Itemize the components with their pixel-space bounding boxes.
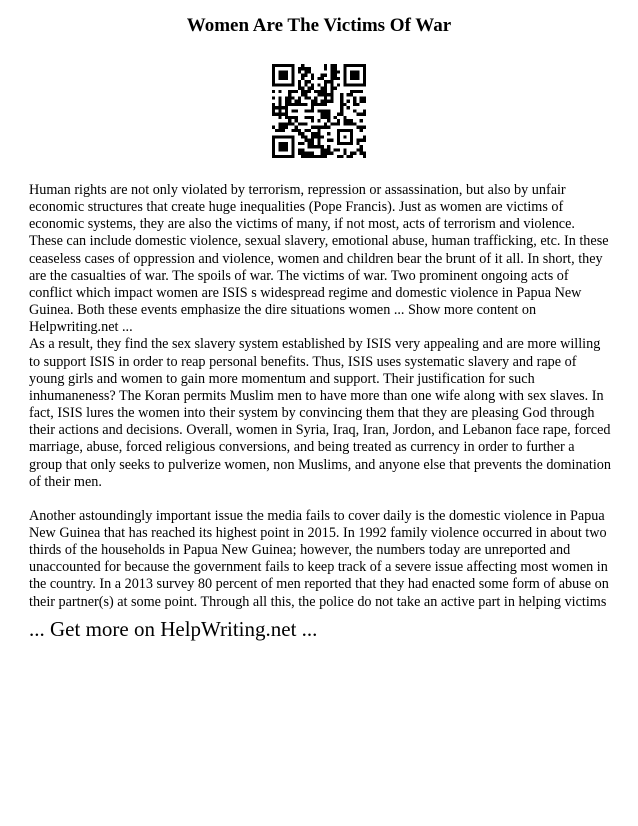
paragraph-1: Human rights are not only violated by terrorism, repression or assassination, but also by unfair economic structures that create huge inequalities (Pope Francis). Just as women are victims of economic systems, they are also the victims of many, if not most, acts of terrorism and violence. These can include domestic violence, sexual slavery, emotional abuse, human trafficking, etc. In these ceaseless cases of oppression and violence, women and children bear the brunt of it all. In short, they are the casualties of war. The spoils of war. The victims of war. Two prominent ongoing acts of conflict which impact women are ISIS s widespread regime and domestic violence in Papua New Guinea. Both these events emphasize the dire situations women ... Show more content on Helpwriting.net ... — [29, 182, 609, 336]
get-more-link[interactable]: ... Get more on HelpWriting.net ... — [29, 617, 318, 641]
paragraph-3: Another astoundingly important issue the media fails to cover daily is the domestic violence in Papua New Guinea that has reached its highest point in 2015. In 1992 family violence occurred in about two thirds of the households in Papua New Guinea; however, the numbers today are unreported and unaccounted for because the government fails to keep track of a severe issue affecting most women in the country. In a 2013 survey 80 percent of men reported that they had enacted some form of abuse on their partner(s) at some point. Through all this, the police do not take an active part in helping victims — [29, 507, 609, 610]
qr-code — [272, 64, 366, 158]
qr-code-graphic — [272, 64, 366, 158]
article-body — [29, 182, 611, 611]
page-title: Women Are The Victims Of War — [186, 15, 452, 36]
paragraph-2: As a result, they find the sex slavery system established by ISIS very appealing and are more willing to support ISIS in order to reap personal benefits. Thus, ISIS uses systematic slavery and rape of young girls and women to gain more momentum and support. Their justification for such inhumaneness? The Koran permits Muslim men to have more than one wife along with sex slaves. In fact, ISIS lures the women into their system by convincing them that they are pleasing God through their actions and decisions. Overall, women in Syria, Iraq, Iran, Jordon, and Lebanon face rape, forced marriage, abuse, forced religious conversions, and being treated as currency in order to further a group that only seeks to pulverize women, non Muslims, and anyone else that prevents the domination of their men. — [29, 336, 611, 490]
